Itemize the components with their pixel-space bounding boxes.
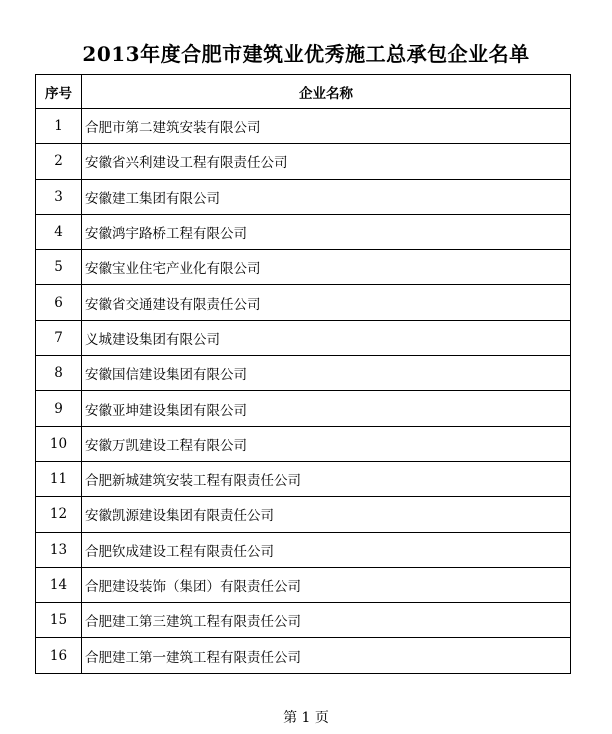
row-serial-number: 6 — [36, 285, 82, 320]
table-row — [36, 250, 571, 285]
row-serial-number: 13 — [36, 532, 82, 567]
row-serial-number: 2 — [36, 144, 82, 179]
table-row — [36, 144, 571, 179]
table-row — [36, 532, 571, 567]
row-serial-number: 16 — [36, 638, 82, 673]
row-serial-number: 14 — [36, 567, 82, 602]
row-company-name: 安徽亚坤建设集团有限公司 — [82, 391, 571, 426]
row-company-name: 安徽建工集团有限公司 — [82, 179, 571, 214]
table-row — [36, 497, 571, 532]
row-serial-number: 12 — [36, 497, 82, 532]
row-company-name: 合肥建设装饰（集团）有限责任公司 — [82, 567, 571, 602]
row-company-name: 合肥钦成建设工程有限责任公司 — [82, 532, 571, 567]
header-company-name: 企业名称 — [82, 75, 571, 109]
row-company-name: 义城建设集团有限公司 — [82, 320, 571, 355]
row-company-name: 安徽鸿宇路桥工程有限公司 — [82, 214, 571, 249]
row-serial-number: 10 — [36, 426, 82, 461]
row-serial-number: 15 — [36, 603, 82, 638]
row-company-name: 安徽省交通建设有限责任公司 — [82, 285, 571, 320]
table-row — [36, 214, 571, 249]
row-serial-number: 11 — [36, 461, 82, 496]
table-row — [36, 461, 571, 496]
table-header-row — [36, 75, 571, 109]
row-company-name: 安徽省兴利建设工程有限责任公司 — [82, 144, 571, 179]
row-serial-number: 8 — [36, 356, 82, 391]
row-serial-number: 5 — [36, 250, 82, 285]
row-company-name: 安徽国信建设集团有限公司 — [82, 356, 571, 391]
table-body — [36, 109, 571, 674]
header-serial-number: 序号 — [36, 75, 82, 109]
row-company-name: 合肥建工第一建筑工程有限责任公司 — [82, 638, 571, 673]
table-row — [36, 567, 571, 602]
table-row — [36, 285, 571, 320]
page-title: 2013年度合肥市建筑业优秀施工总承包企业名单 — [82, 42, 530, 66]
row-serial-number: 9 — [36, 391, 82, 426]
table-row — [36, 426, 571, 461]
row-serial-number: 1 — [36, 109, 82, 144]
row-company-name: 安徽万凯建设工程有限公司 — [82, 426, 571, 461]
row-company-name: 安徽宝业住宅产业化有限公司 — [82, 250, 571, 285]
page-number: 第 1 页 — [283, 710, 329, 726]
row-company-name: 合肥新城建筑安装工程有限责任公司 — [82, 461, 571, 496]
company-table — [35, 74, 571, 674]
table-row — [36, 179, 571, 214]
table-row — [36, 320, 571, 355]
table-row — [36, 356, 571, 391]
row-serial-number: 3 — [36, 179, 82, 214]
row-serial-number: 7 — [36, 320, 82, 355]
table-row — [36, 603, 571, 638]
table-row — [36, 638, 571, 673]
row-serial-number: 4 — [36, 214, 82, 249]
row-company-name: 合肥市第二建筑安装有限公司 — [82, 109, 571, 144]
table-row — [36, 109, 571, 144]
table-row — [36, 391, 571, 426]
row-company-name: 合肥建工第三建筑工程有限责任公司 — [82, 603, 571, 638]
row-company-name: 安徽凯源建设集团有限责任公司 — [82, 497, 571, 532]
